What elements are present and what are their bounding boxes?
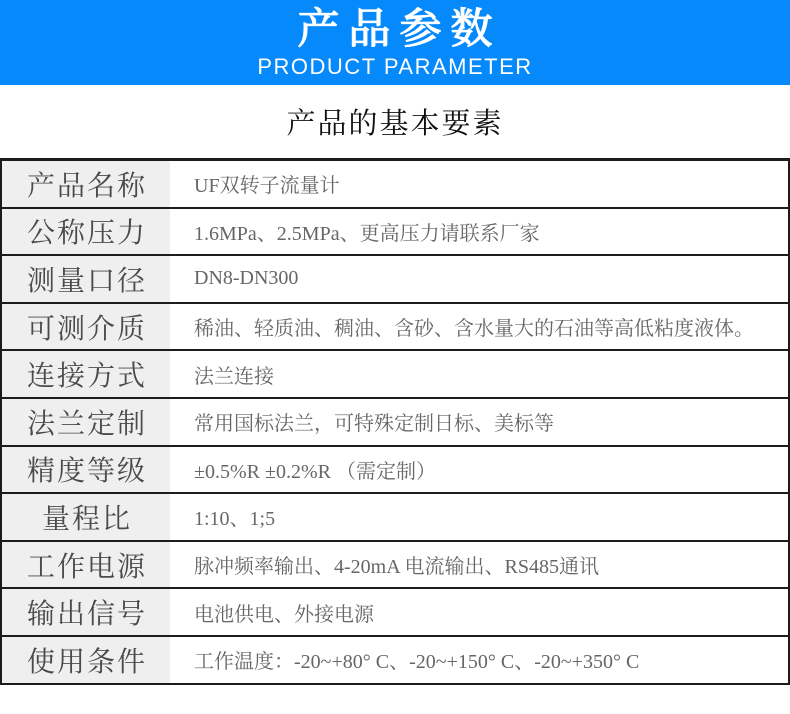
row-label: 可测介质 [2, 304, 170, 350]
table-row [2, 542, 788, 590]
row-value: 工作温度：-20~+80° C、-20~+150° C、-20~+350° C [194, 651, 640, 674]
row-label: 产品名称 [2, 161, 170, 207]
table-row [2, 589, 788, 637]
table-row [2, 351, 788, 399]
row-label: 测量口径 [2, 256, 170, 302]
table-row [2, 447, 788, 495]
row-value: 电池供电、外接电源 [194, 603, 374, 626]
row-value: ±0.5%R ±0.2%R （需定制） [194, 460, 436, 483]
section-heading: 产品的基本要素 [286, 108, 504, 140]
table-row [2, 209, 788, 257]
row-label: 精度等级 [2, 447, 170, 493]
table-row [2, 494, 788, 542]
section-heading-wrap [0, 85, 790, 158]
row-value: 法兰连接 [194, 365, 274, 388]
banner-subtitle: PRODUCT PARAMETER [257, 53, 533, 79]
table-row [2, 161, 788, 209]
table-row [2, 256, 788, 304]
row-label: 法兰定制 [2, 399, 170, 445]
table-row [2, 637, 788, 685]
row-label: 量程比 [2, 494, 170, 540]
table-row [2, 399, 788, 447]
row-value: DN8-DN300 [194, 267, 299, 290]
row-label: 使用条件 [2, 637, 170, 683]
parameter-table [0, 158, 790, 685]
row-value: 稀油、轻质油、稠油、含砂、含水量大的石油等高低粘度液体。 [194, 318, 754, 341]
row-value: UF双转子流量计 [194, 175, 340, 198]
row-value: 1.6MPa、2.5MPa、更高压力请联系厂家 [194, 222, 540, 245]
row-label: 工作电源 [2, 542, 170, 588]
table-row [2, 304, 788, 352]
row-value: 1:10、1;5 [194, 508, 276, 531]
row-label: 输出信号 [2, 589, 170, 635]
row-value: 常用国标法兰，可特殊定制日标、美标等 [194, 413, 554, 436]
row-label: 公称压力 [2, 209, 170, 255]
row-label: 连接方式 [2, 351, 170, 397]
row-value: 脉冲频率输出、4-20mA 电流输出、RS485通讯 [194, 556, 600, 579]
banner-title: 产品参数 [297, 5, 502, 53]
banner [0, 0, 790, 85]
